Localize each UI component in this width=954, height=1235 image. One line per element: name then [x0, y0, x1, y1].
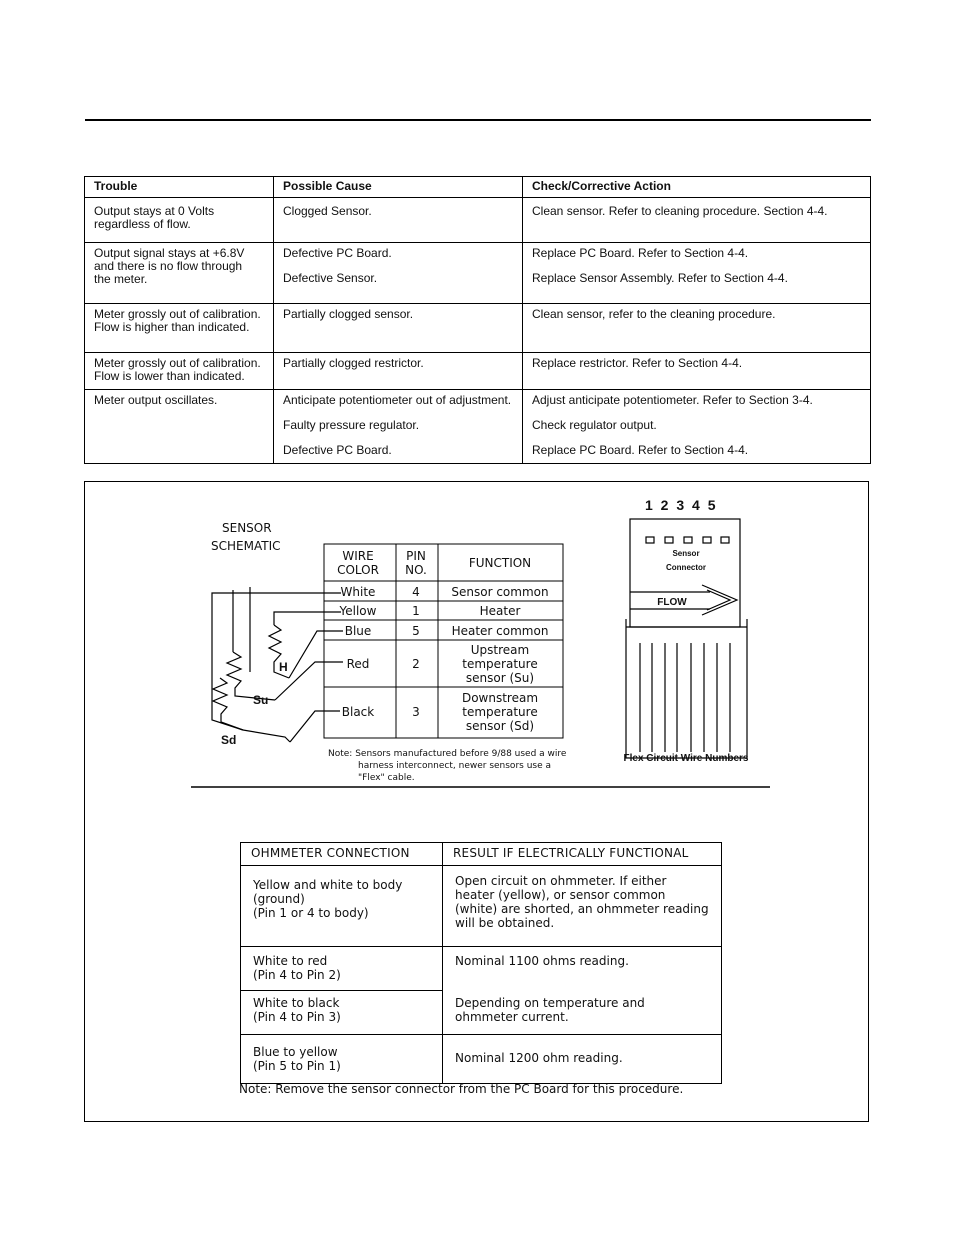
result-cell: Nominal 1200 ohm reading.	[443, 1035, 722, 1084]
table-row	[241, 866, 722, 947]
col-header-function: FUNCTION	[468, 556, 532, 570]
schematic-title: SENSOR	[222, 521, 272, 535]
col-header-pin: PIN	[406, 549, 426, 563]
action-cell: Replace restrictor. Refer to Section 4-4.	[523, 353, 871, 390]
cause-cell: Clogged Sensor.	[274, 198, 523, 243]
table-row	[85, 304, 871, 353]
result-cell: Nominal 1100 ohms reading.	[443, 947, 722, 991]
flex-circuit-caption: Flex Circuit Wire Numbers	[623, 753, 749, 764]
table-row	[241, 1035, 722, 1084]
wire-color: Black	[341, 705, 375, 719]
result-cell: Depending on temperature and ohmmeter current.	[443, 991, 722, 1035]
wire-color: Red	[346, 657, 370, 671]
connector-label: Sensor	[672, 549, 700, 558]
table-row	[85, 198, 871, 243]
connector-pin-numbers: 1 2 3 4 5	[645, 497, 718, 513]
cause-cell: Anticipate potentiometer out of adjustment. Faulty pressure regulator. Defective PC Board.	[274, 390, 523, 464]
table-row	[241, 991, 722, 1035]
wire-function: Downstream	[461, 691, 539, 705]
col-header-cause: Possible Cause	[274, 177, 523, 198]
table-header-row	[85, 177, 871, 198]
table-row	[85, 243, 871, 304]
trouble-cell: Output stays at 0 Volts regardless of flow.	[85, 198, 274, 243]
wire-function: sensor (Su)	[465, 671, 535, 685]
cause-cell: Partially clogged sensor.	[274, 304, 523, 353]
action-cell: Clean sensor, refer to the cleaning procedure.	[523, 304, 871, 353]
result-cell: Open circuit on ohmmeter. If either heater (yellow), or sensor common (white) are shorted, an ohmmeter reading will be obtained.	[443, 866, 722, 947]
flow-label: FLOW	[657, 597, 687, 608]
troubleshooting-table	[84, 176, 871, 464]
action-cell: Adjust anticipate potentiometer. Refer to Section 3-4. Check regulator output. Replace PC Board. Refer to Section 4-4.	[523, 390, 871, 464]
schematic-note: Note: Sensors manufactured before 9/88 used a wire	[328, 749, 567, 759]
table-row	[241, 947, 722, 991]
wire-function: temperature	[462, 657, 538, 671]
wire-color: White	[340, 585, 376, 599]
ohmmeter-table	[240, 842, 722, 1084]
action-cell: Clean sensor. Refer to cleaning procedure. Section 4-4.	[523, 198, 871, 243]
connection-cell: Yellow and white to body (ground) (Pin 1 or 4 to body)	[241, 866, 443, 947]
wire-function: Sensor common	[451, 585, 549, 599]
trouble-cell: Output signal stays at +6.8V and there is no flow through the meter.	[85, 243, 274, 304]
wire-function: Heater	[479, 604, 521, 618]
connection-cell: Blue to yellow (Pin 5 to Pin 1)	[241, 1035, 443, 1084]
col-header-pin: NO.	[405, 563, 427, 577]
cause-cell: Defective PC Board. Defective Sensor.	[274, 243, 523, 304]
table-row	[85, 353, 871, 390]
pin-number: 2	[412, 657, 420, 671]
cause-cell: Partially clogged restrictor.	[274, 353, 523, 390]
schematic-title: SCHEMATIC	[211, 539, 281, 553]
header-rule	[85, 119, 871, 121]
wire-function: Heater common	[451, 624, 549, 638]
wire-function: sensor (Sd)	[465, 719, 535, 733]
trouble-cell: Meter grossly out of calibration. Flow is higher than indicated.	[85, 304, 274, 353]
wire-color: Yellow	[339, 604, 377, 618]
wire-function: Upstream	[470, 643, 530, 657]
col-header-wire: WIRE	[342, 549, 374, 563]
trouble-cell: Meter output oscillates.	[85, 390, 274, 464]
action-cell: Replace PC Board. Refer to Section 4-4. Replace Sensor Assembly. Refer to Section 4-4.	[523, 243, 871, 304]
connector-label: Connector	[666, 563, 706, 572]
table-header-row	[241, 843, 722, 866]
pin-number: 5	[412, 624, 420, 638]
col-header-wire: COLOR	[337, 563, 379, 577]
downstream-sensor-label: Sd	[221, 733, 237, 747]
col-header-result: RESULT IF ELECTRICALLY FUNCTIONAL	[443, 843, 722, 866]
schematic-note: harness interconnect, newer sensors use a	[358, 761, 551, 771]
table-row	[85, 390, 871, 464]
schematic-note: "Flex" cable.	[358, 773, 415, 783]
trouble-cell: Meter grossly out of calibration. Flow is lower than indicated.	[85, 353, 274, 390]
pin-number: 4	[412, 585, 420, 599]
pin-number: 1	[412, 604, 420, 618]
connection-cell: White to red (Pin 4 to Pin 2)	[241, 947, 443, 991]
sensor-wires	[212, 587, 343, 742]
pin-number: 3	[412, 705, 420, 719]
col-header-action: Check/Corrective Action	[523, 177, 871, 198]
col-header-trouble: Trouble	[85, 177, 274, 198]
upstream-sensor-label: Su	[253, 693, 269, 707]
wire-function: temperature	[462, 705, 538, 719]
connection-cell: White to black (Pin 4 to Pin 3)	[241, 991, 443, 1035]
sensor-diagram-frame	[84, 481, 869, 1122]
wire-color: Blue	[344, 624, 372, 638]
col-header-ohmmeter-connection: OHMMETER CONNECTION	[241, 843, 443, 866]
ohmmeter-note: Note: Remove the sensor connector from the PC Board for this procedure.	[239, 1082, 684, 1096]
heater-label: H	[279, 660, 288, 674]
